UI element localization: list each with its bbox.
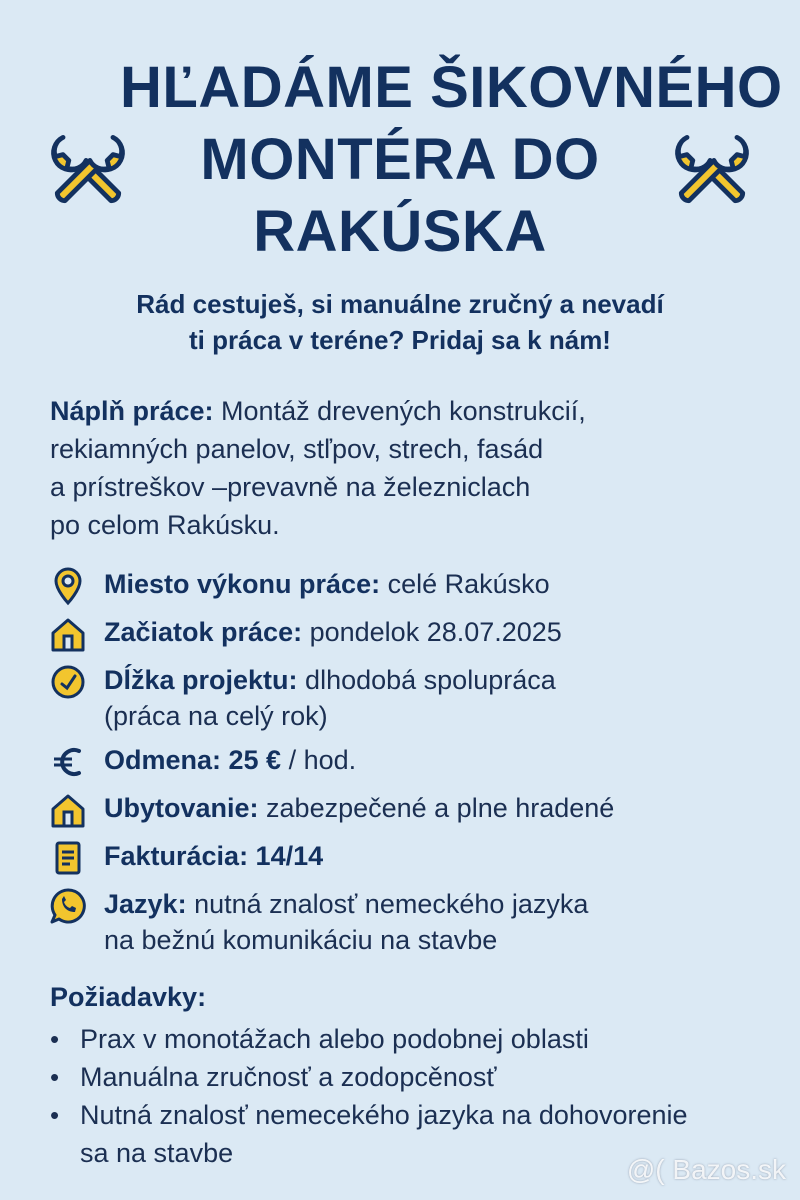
crossed-wrenches-icon [664,122,760,218]
detail-item-invoicing [48,838,768,878]
detail-label: Fakturácia: 14/14 [104,841,324,871]
chat-phone-icon [48,886,88,926]
crossed-wrenches-icon [40,122,136,218]
list-item [50,1020,790,1058]
detail-item-duration [48,662,768,734]
detail-value: zabezpečené a plne hradené [258,793,615,823]
bullet-icon: • [50,1062,60,1092]
clock-icon [48,662,88,702]
watermark: @( Bazos.sk [626,1154,786,1185]
requirements-title: Požiadavky: [50,982,207,1012]
house-icon [48,790,88,830]
title-line-2: MONTÉRA DO [200,127,600,192]
requirement-text: Manuálna zručnosť a zodopcěnosť [80,1062,497,1092]
requirement-text-line-2: sa na stavbe [80,1138,234,1168]
detail-label: Jazyk: [104,889,187,919]
location-pin-icon [48,566,88,606]
detail-item-start [48,614,768,654]
detail-item-location [48,566,768,606]
description-line-4: po celom Rakúsku. [50,510,280,540]
detail-value: / hod. [281,745,357,775]
detail-value: dlhodobá spolupráca [297,665,556,695]
description-line-3: a prístreškov –prevavně na železniclach [50,472,531,502]
detail-label: Odmena: 25 € [104,745,282,775]
detail-item-accommodation [48,790,768,830]
description-label: Náplň práce: [50,396,214,426]
job-description [50,392,690,544]
bullet-icon: • [50,1100,60,1130]
document-icon [48,838,88,878]
description-line-2: rekiamných panelov, stľpov, strech, fasád [50,434,544,464]
list-item [50,1058,790,1096]
detail-label: Miesto výkonu práce: [104,569,381,599]
subtitle-line-2: ti práca v teréne? Pridaj sa k nám! [189,325,611,355]
detail-value-line-2: (práca na celý rok) [104,701,328,731]
page-title [120,52,783,268]
euro-icon [48,742,88,782]
detail-value: celé Rakúsko [380,569,550,599]
detail-label: Dĺžka projektu: [104,665,298,695]
subtitle [40,286,760,358]
detail-label: Ubytovanie: [104,793,259,823]
requirements-list [50,1020,790,1172]
subtitle-line-1: Rád cestuješ, si manuálne zručný a nevadí [136,289,664,319]
requirement-text: Prax v monotážach alebo podobnej oblasti [80,1024,589,1054]
detail-label: Začiatok práce: [104,617,303,647]
house-icon [48,614,88,654]
description-line-1: Montáž drevených konstrukcií, [213,396,586,426]
detail-item-pay [48,742,768,782]
detail-value: nutná znalosť nemeckého jazyka [186,889,589,919]
title-line-3: RAKÚSKA [253,199,547,264]
detail-item-language [48,886,768,958]
detail-value: pondelok 28.07.2025 [302,617,562,647]
title-line-1: HĽADÁME ŠIKOVNÉHO [120,55,783,120]
requirement-text: Nutná znalosť nemecekého jazyka na dohovorenie [80,1100,688,1130]
bullet-icon: • [50,1024,60,1054]
detail-value-line-2: na bežnú komunikáciu na stavbe [104,925,498,955]
job-details-list [48,566,768,966]
